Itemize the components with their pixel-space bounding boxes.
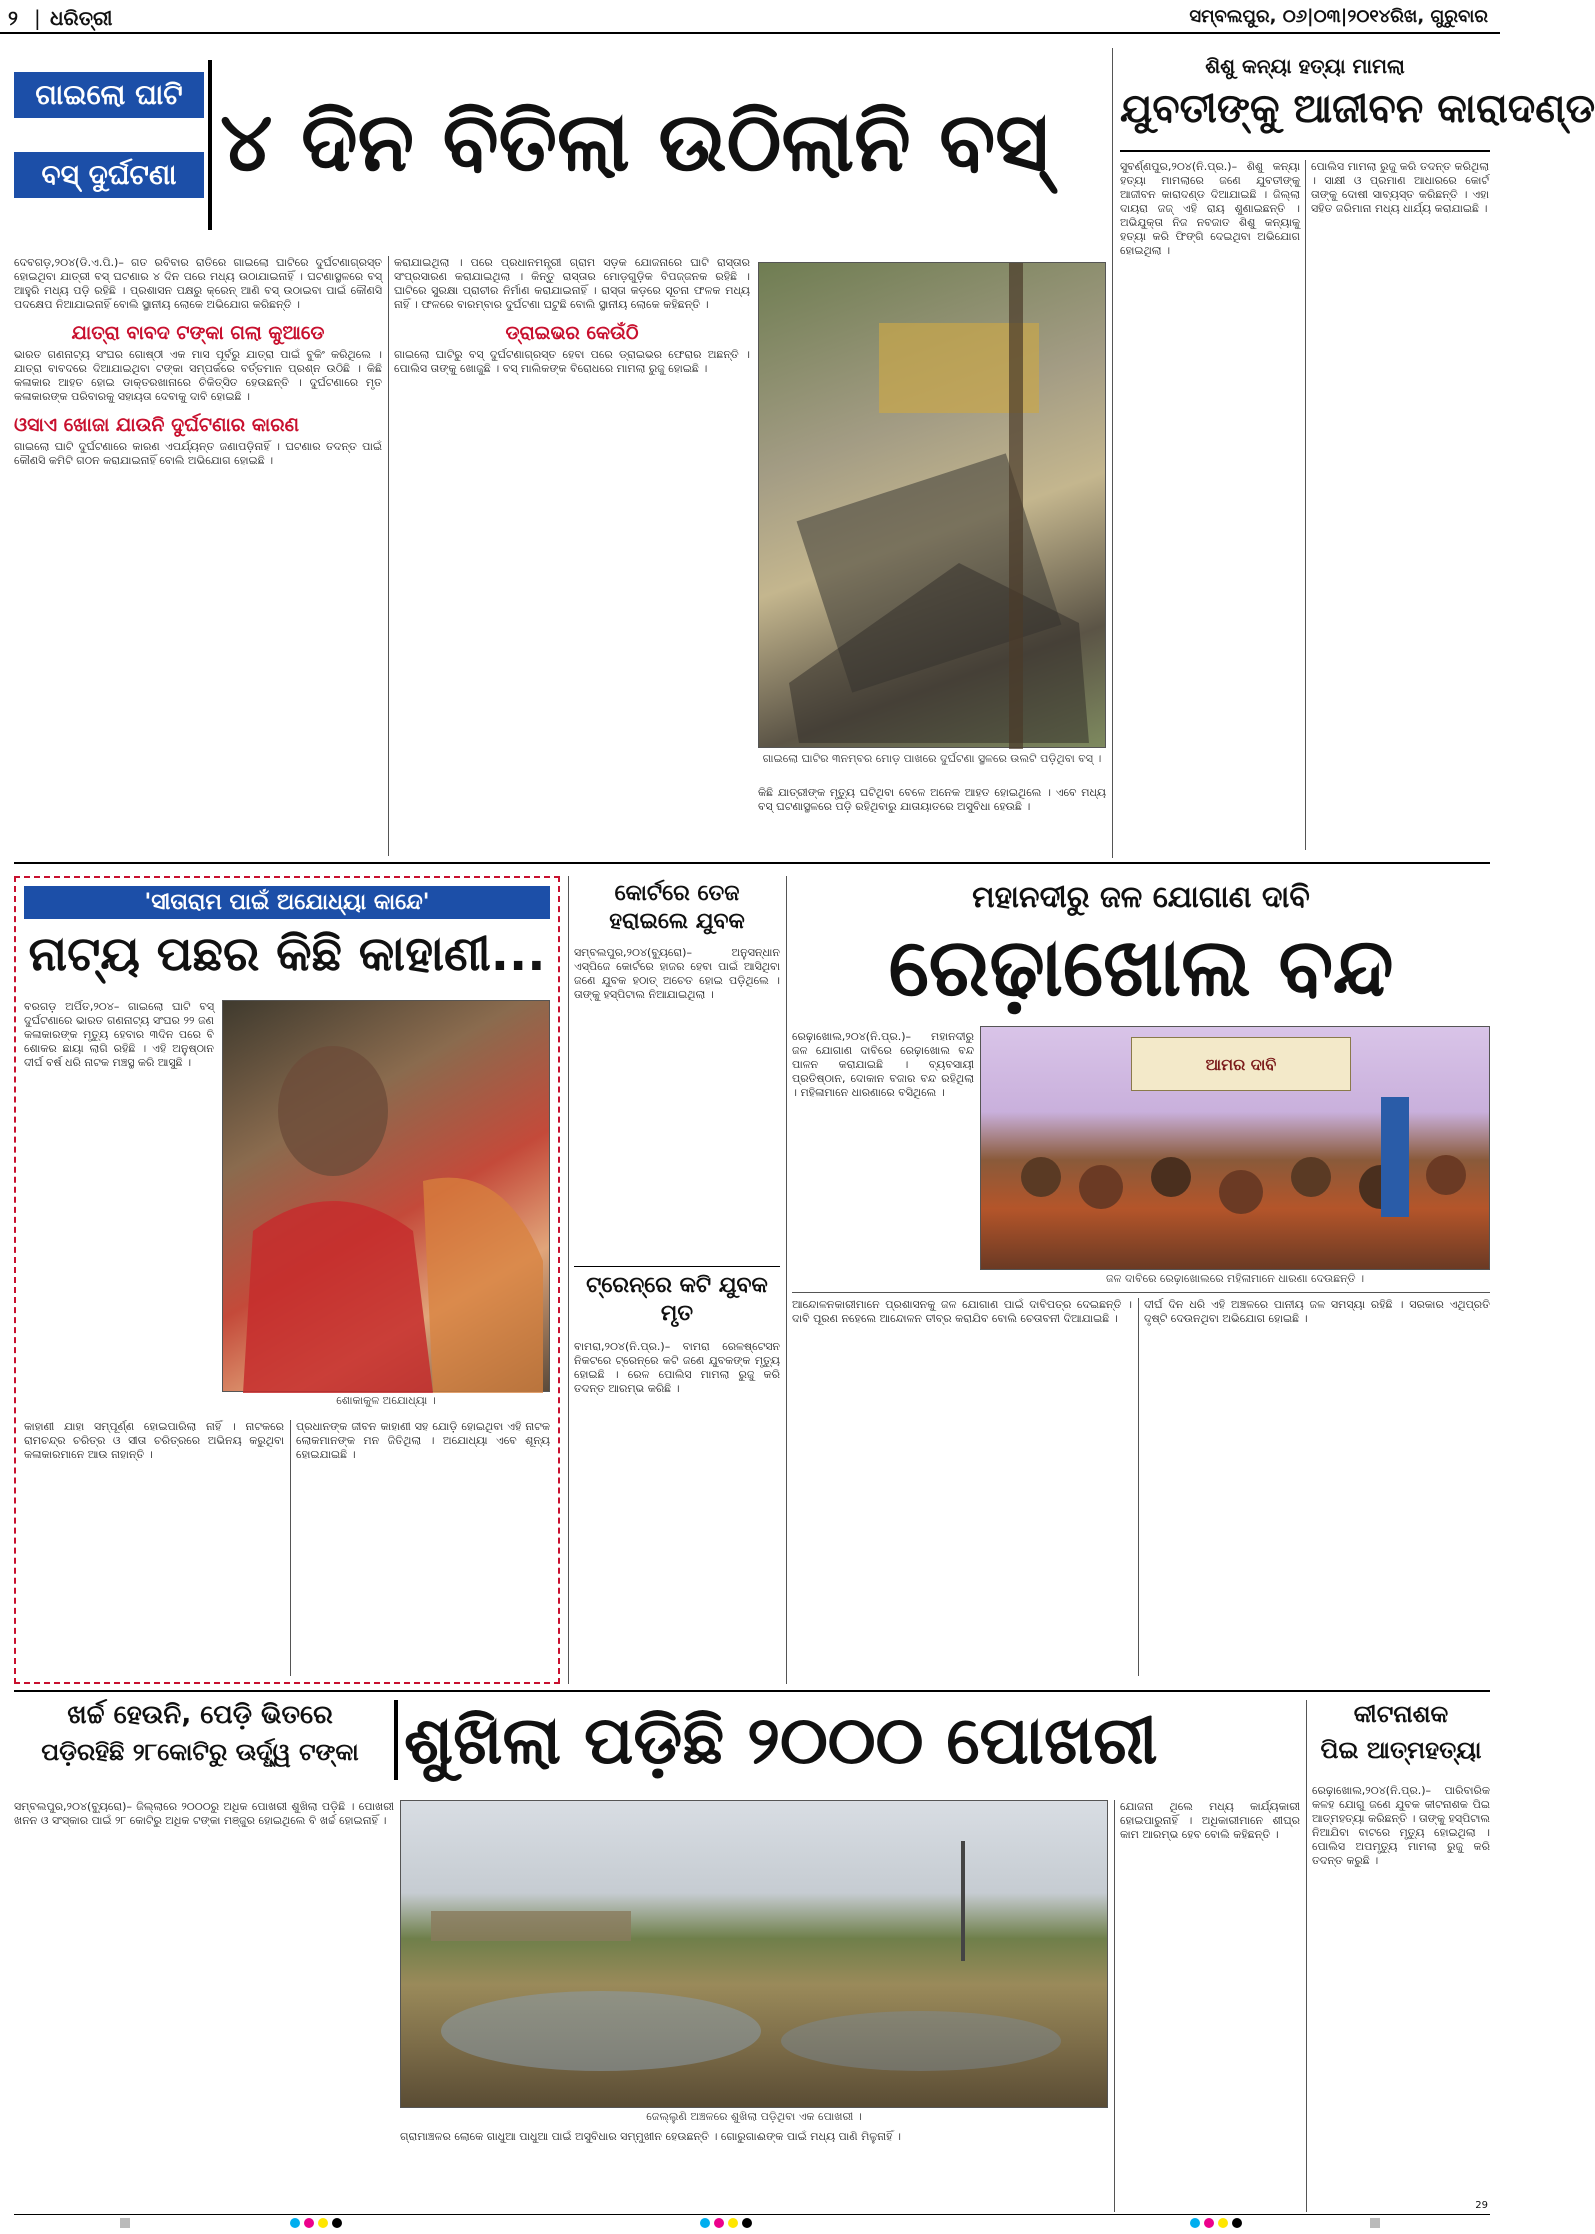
bus-kicker-line2: ବସ୍ ଦୁର୍ଘଟଣା bbox=[14, 152, 204, 198]
water-protest-photo bbox=[980, 1026, 1490, 1270]
brand-name: ଧରିତ୍ରୀ bbox=[50, 6, 113, 30]
bus-subhead-2: ଓସାଏ ଖୋଜା ଯାଉନି ଦୁର୍ଘଟଣାର କାରଣ bbox=[14, 414, 299, 436]
suicide-body: ରେଢ଼ାଖୋଲ,୨୦୪(ନି.ପ୍ର.)– ପାରିବାରିକ କଳହ ଯୋଗୁ ଜଣେ ଯୁବକ କୀଟନାଶକ ପିଇ ଆତ୍ମହତ୍ୟା କରିଛନ୍ତି । ତାଙ୍କୁ ହସ୍ପିଟାଲ ନିଆଯିବା ବାଟରେ ମୃତ୍ୟୁ ହୋଇଥିଲା । ପୋଲିସ ଅପମୃତ୍ୟୁ ମାମଲା ରୁଜୁ କରି ତଦନ୍ତ କରୁଛି । bbox=[1312, 1784, 1490, 1867]
protest-banner: ଆମର ଦାବି bbox=[1131, 1037, 1351, 1091]
footer-page-number: 29 bbox=[1475, 2200, 1488, 2211]
dateline: ସମ୍ବଲପୁର, ୦୬|୦୩|୨୦୧୪ରିଖ, ଗୁରୁବାର bbox=[1189, 6, 1488, 27]
bus-wreck-illustration bbox=[759, 263, 1107, 749]
sentence-headline: ଯୁବତୀଙ୍କୁ ଆଜୀବନ କାରାଦଣ୍ଡ bbox=[1120, 86, 1595, 132]
protest-crowd-illustration bbox=[981, 1027, 1491, 1271]
bus-subhead-3: ଡ୍ରାଇଭର କେଉଁଠି bbox=[505, 322, 639, 344]
ponds-kicker-line2: ପଡ଼ିରହିଛି ୨୮କୋଟିରୁ ଊର୍ଦ୍ଧ୍ୱ ଟଙ୍କା bbox=[41, 1738, 359, 1766]
ponds-headline: ଶୁଖିଲା ପଡ଼ିଛି ୨୦୦୦ ପୋଖରୀ bbox=[404, 1702, 1158, 1779]
drama-body-bottom1: କାହାଣୀ ଯାହା ସମ୍ପୂର୍ଣ୍ଣ ହୋଇପାରିଲା ନାହିଁ । ନାଟକରେ ରାମଚନ୍ଦ୍ର ଚରିତ୍ର ଓ ସୀତା ଚରିତ୍ରରେ ଅଭିନୟ କରୁଥିବା କଳାକାରମାନେ ଆଉ ନାହାନ୍ତି । bbox=[24, 1420, 284, 1461]
drama-body-bottom2: ପ୍ରଧାନଙ୍କ ଜୀବନ କାହାଣୀ ସହ ଯୋଡ଼ି ହୋଇଥିବା ଏହି ନାଟକ ଲୋକମାନଙ୍କ ମନ ଜିତିଥିଲା । ଅଯୋଧ୍ୟା ଏବେ ଶୂନ୍ୟ ହୋଇଯାଇଛି । bbox=[296, 1420, 550, 1461]
water-kicker: ମହାନଦୀରୁ ଜଳ ଯୋଗାଣ ଦାବି bbox=[972, 880, 1310, 915]
suicide-headline-line2: ପିଇ ଆତ୍ମହତ୍ୟା bbox=[1320, 1736, 1482, 1764]
water-body-b: ଆନ୍ଦୋଳନକାରୀମାନେ ପ୍ରଶାସନକୁ ଜଳ ଯୋଗାଣ ପାଇଁ ଦାବିପତ୍ର ଦେଇଛନ୍ତି । ଦାବି ପୂରଣ ନହେଲେ ଆନ୍ଦୋଳନ ତୀବ୍ର କରାଯିବ ବୋଲି ଚେତାବନୀ ଦିଆଯାଇଛି । bbox=[792, 1298, 1132, 1325]
court-headline: କୋର୍ଟରେ ତେଜ ହରାଇଲେ ଯୁବକ bbox=[609, 881, 745, 934]
dry-pond-photo bbox=[400, 1800, 1108, 2108]
dry-pond-illustration bbox=[401, 1801, 1109, 2109]
page-number-top: ୨ bbox=[8, 6, 18, 30]
masthead: ୨ | ଧରିତ୍ରୀ ସମ୍ବଲପୁର, ୦୬|୦୩|୨୦୧୪ରିଖ, ଗୁରୁବାର bbox=[0, 0, 1500, 34]
bus-wreck-photo bbox=[758, 262, 1106, 748]
sentence-kicker: ଶିଶୁ କନ୍ୟା ହତ୍ୟା ମାମଲା bbox=[1205, 54, 1405, 78]
bus-kicker-line1: ଗାଇଲୋ ଘାଟି bbox=[14, 72, 204, 118]
drama-headline: ନାଟ୍ୟ ପଛର କିଛି କାହାଣୀ... bbox=[28, 926, 546, 982]
ponds-body-c: ଯୋଜନା ଥିଲେ ମଧ୍ୟ କାର୍ଯ୍ୟକାରୀ ହୋଇପାରୁନାହିଁ । ଅଧିକାରୀମାନେ ଶୀଘ୍ର କାମ ଆରମ୍ଭ ହେବ ବୋଲି କହିଛନ୍ତି । bbox=[1120, 1800, 1300, 1841]
ponds-kicker-line1: ଖର୍ଚ୍ଚ ହେଉନି, ପେଡ଼ି ଭିତରେ bbox=[67, 1700, 333, 1730]
footer-rule bbox=[14, 2214, 1490, 2215]
suicide-headline-line1: କୀଟନାଶକ bbox=[1353, 1700, 1449, 1728]
bus-body-under-photo: କିଛି ଯାତ୍ରୀଙ୍କ ମୃତ୍ୟୁ ଘଟିଥିବା ବେଳେ ଅନେକ ଆହତ ହୋଇଥିଲେ । ଏବେ ମଧ୍ୟ ବସ୍ ଘଟଣାସ୍ଥଳରେ ପଡ଼ି ରହିଥିବାରୁ ଯାତାୟାତରେ ଅସୁବିଧା ହେଉଛି । bbox=[758, 786, 1106, 813]
grieving-woman-illustration bbox=[223, 1001, 551, 1393]
bus-body-col2: କରାଯାଇଥିଲା । ପରେ ପ୍ରଧାନମନ୍ତ୍ରୀ ଗ୍ରାମ ସଡ଼କ ଯୋଜନାରେ ଘାଟି ରାସ୍ତାର ସଂପ୍ରସାରଣ କରାଯାଇଥିଲା । କିନ୍ତୁ ରାସ୍ତାର ମୋଡ଼ଗୁଡ଼ିକ ବିପଜ୍ଜନକ ରହିଛି । ଘାଟିରେ ସୁରକ୍ଷା ପ୍ରାଚୀର ନିର୍ମାଣ କରାଯାଇନାହିଁ । ରାସ୍ତା କଡ଼ରେ ସୂଚନା ଫଳକ ମଧ୍ୟ ନାହିଁ । ଫଳରେ ବାରମ୍ବାର ଦୁର୍ଘଟଣା ଘଟୁଛି ବୋଲି ସ୍ଥାନୀୟ ଲୋକେ କହିଛନ୍ତି । ଡ୍ରାଇଭର କେଉଁଠି ଗାଇଲୋ ଘାଟିରୁ ବସ୍ ଦୁର୍ଘଟଣାଗ୍ରସ୍ତ ହେବା ପରେ ଡ୍ରାଇଭର ଫେରାର ଅଛନ୍ତି । ପୋଲିସ ତାଙ୍କୁ ଖୋଜୁଛି । ବସ୍ ମାଲିକଙ୍କ ବିରୋଧରେ ମାମଲା ରୁଜୁ ହୋଇଛି । bbox=[394, 256, 750, 375]
drama-body-left: ବରଗଡ଼ ଅର୍ପିତ,୨୦୪– ଗାଇଲୋ ଘାଟି ବସ୍ ଦୁର୍ଘଟଣାରେ ଭାରତ ଗଣନାଟ୍ୟ ସଂଘର ୨୨ ଜଣ କଳାକାରଙ୍କ ମୃତ୍ୟୁ ହେବାର ୩ଦିନ ପରେ ବି ଶୋକର ଛାୟା ଲାଗି ରହିଛି । ଏହି ଅନୁଷ୍ଠାନ ଦୀର୍ଘ ବର୍ଷ ଧରି ନାଟକ ମଞ୍ଚସ୍ଥ କରି ଆସୁଛି । bbox=[24, 1000, 214, 1069]
water-body-a: ରେଢ଼ାଖୋଲ,୨୦୪(ନି.ପ୍ର.)– ମହାନଦୀରୁ ଜଳ ଯୋଗାଣ ଦାବିରେ ରେଢ଼ାଖୋଲ ବନ୍ଦ ପାଳନ କରାଯାଇଛି । ବ୍ୟବସାୟୀ ପ୍ରତିଷ୍ଠାନ, ଦୋକାନ ବଜାର ବନ୍ଦ ରହିଥିଲା । ମହିଳାମାନେ ଧାରଣାରେ ବସିଥିଲେ । bbox=[792, 1030, 974, 1099]
train-headline: ଟ୍ରେନ୍‌ରେ କଟି ଯୁବକ ମୃତ bbox=[586, 1273, 768, 1326]
water-photo-caption: ଜଳ ଦାବିରେ ରେଢ଼ାଖୋଲରେ ମହିଳାମାନେ ଧାରଣା ଦେଉଛନ୍ତି । bbox=[1105, 1272, 1365, 1285]
sentence-body-col1: ସୁବର୍ଣ୍ଣପୁର,୨୦୪(ନି.ପ୍ର.)– ଶିଶୁ କନ୍ୟା ହତ୍ୟା ମାମଲାରେ ଜଣେ ଯୁବତୀଙ୍କୁ ଆଜୀବନ କାରାଦଣ୍ଡ ଦିଆଯାଇଛି । ଜିଲ୍ଲା ଦାୟରା ଜଜ୍ ଏହି ରାୟ ଶୁଣାଇଛନ୍ତି । ଅଭିଯୁକ୍ତା ନିଜ ନବଜାତ ଶିଶୁ କନ୍ୟାକୁ ହତ୍ୟା କରି ଫିଙ୍ଗି ଦେଇଥିବା ଅଭିଯୋଗ ହୋଇଥିଲା । bbox=[1120, 160, 1300, 257]
drama-grieving-photo bbox=[222, 1000, 550, 1392]
bus-subhead-1: ଯାତ୍ରା ବାବଦ ଟଙ୍କା ଗଲା କୁଆଡେ bbox=[71, 322, 325, 344]
bus-body-col1: ଦେବଗଡ଼,୨୦୪(ଡି.ଏ.ପି.)– ଗତ ରବିବାର ରାତିରେ ଗାଇଲୋ ଘାଟିରେ ଦୁର୍ଘଟଣାଗ୍ରସ୍ତ ହୋଇଥିବା ଯାତ୍ରୀ ବସ୍ ଘଟଣାର ୪ ଦିନ ପରେ ମଧ୍ୟ ଉଠାଯାଇନାହିଁ । ଘଟଣାସ୍ଥଳରେ ବସ୍ ଆହୁରି ମଧ୍ୟ ପଡ଼ି ରହିଛି । ପ୍ରଶାସନ ପକ୍ଷରୁ କ୍ରେନ୍ ଆଣି ବସ୍ ଉଠାଇବା ପାଇଁ କୌଣସି ପଦକ୍ଷେପ ନିଆଯାଇନାହିଁ ବୋଲି ସ୍ଥାନୀୟ ଲୋକେ ଅଭିଯୋଗ କରିଛନ୍ତି । ଯାତ୍ରା ବାବଦ ଟଙ୍କା ଗଲା କୁଆଡେ ଭାରତ ଗଣନାଟ୍ୟ ସଂଘର ଗୋଷ୍ଠୀ ଏକ ମାସ ପୂର୍ବରୁ ଯାତ୍ରା ପାଇଁ ବୁକିଂ କରିଥିଲେ । ଯାତ୍ରା ବାବଦରେ ଦିଆଯାଇଥିବା ଟଙ୍କା ସମ୍ପର୍କରେ ବର୍ତ୍ତମାନ ପ୍ରଶ୍ନ ଉଠିଛି । କିଛି କଳାକାର ଆହତ ହୋଇ ଡାକ୍ତରଖାନାରେ ଚିକିତ୍ସିତ ହେଉଛନ୍ତି । ଦୁର୍ଘଟଣାରେ ମୃତ କଳାକାରଙ୍କ ପରିବାରକୁ ସହାୟତା ଦେବାକୁ ଦାବି ହୋଇଛି । ଓସାଏ ଖୋଜା ଯାଉନି ଦୁର୍ଘଟଣାର କାରଣ ଗାଇଲୋ ଘାଟି ଦୁର୍ଘଟଣାରେ କାରଣ ଏପର୍ଯ୍ୟନ୍ତ ଜଣାପଡ଼ିନାହିଁ । ଘଟଣାର ତଦନ୍ତ ପାଇଁ କୌଣସି କମିଟି ଗଠନ କରାଯାଇନାହିଁ ବୋଲି ଅଭିଯୋଗ ହୋଇଛି । bbox=[14, 256, 382, 467]
drama-kicker: 'ସୀତାରାମ ପାଇଁ ଅଯୋଧ୍ୟା କାନ୍ଦେ' bbox=[24, 886, 550, 919]
bus-kicker-box bbox=[14, 52, 204, 230]
bus-photo-caption: ଗାଇଲୋ ଘାଟିର ୩ନମ୍ବର ମୋଡ଼ ପାଖରେ ଦୁର୍ଘଟଣା ସ୍ଥଳରେ ଉଲଟି ପଡ଼ିଥିବା ବସ୍ । bbox=[762, 752, 1102, 765]
pond-photo-caption: ଜେଲ୍ଲୁଣି ଅଞ୍ଚଳରେ ଶୁଖିଲା ପଡ଼ିଥିବା ଏକ ପୋଖରୀ । bbox=[646, 2110, 862, 2123]
bus-headline: ୪ ଦିନ ବିତିଲା ଉଠିଲାନି ବସ୍ bbox=[220, 95, 1049, 190]
train-body: ବାମରା,୨୦୪(ନି.ପ୍ର.)– ବାମରା ରେଳଷ୍ଟେସନ ନିକଟରେ ଟ୍ରେନ୍‌ରେ କଟି ଜଣେ ଯୁବକଙ୍କ ମୃତ୍ୟୁ ହୋଇଛି । ରେଳ ପୋଲିସ ମାମଲା ରୁଜୁ କରି ତଦନ୍ତ ଆରମ୍ଭ କରିଛି । bbox=[574, 1340, 780, 1395]
water-body-c: ଦୀର୍ଘ ଦିନ ଧରି ଏହି ଅଞ୍ଚଳରେ ପାନୀୟ ଜଳ ସମସ୍ୟା ରହିଛି । ସରକାର ଏଥିପ୍ରତି ଦୃଷ୍ଟି ଦେଉନଥିବା ଅଭିଯୋଗ ହୋଇଛି । bbox=[1144, 1298, 1490, 1325]
sentence-body-col2: ପୋଲିସ ମାମଲା ରୁଜୁ କରି ତଦନ୍ତ କରିଥିଲା । ସାକ୍ଷୀ ଓ ପ୍ରମାଣ ଆଧାରରେ କୋର୍ଟ ତାଙ୍କୁ ଦୋଷୀ ସାବ୍ୟସ୍ତ କରିଛନ୍ତି । ଏହା ସହିତ ଜରିମାନା ମଧ୍ୟ ଧାର୍ଯ୍ୟ କରାଯାଇଛି । bbox=[1311, 160, 1489, 215]
drama-photo-caption: ଶୋକାକୁଳ ଅଯୋଧ୍ୟା । bbox=[336, 1394, 436, 1407]
court-body: ସମ୍ବଲପୁର,୨୦୪(ବ୍ୟୁରୋ)– ଅନୁସନ୍ଧାନ ଏସ୍ପିଜେ କୋର୍ଟରେ ହାଜର ହେବା ପାଇଁ ଆସିଥିବା ଜଣେ ଯୁବକ ହଠାତ୍ ଅଚେତ ହୋଇ ପଡ଼ିଥିଲେ । ତାଙ୍କୁ ହସ୍ପିଟାଲ ନିଆଯାଇଥିଲା । bbox=[574, 946, 780, 1001]
registration-marks bbox=[0, 2218, 1500, 2232]
ponds-body-b: ଗ୍ରାମାଞ୍ଚଳର ଲୋକେ ଗାଧୁଆ ପାଧୁଆ ପାଇଁ ଅସୁବିଧାର ସମ୍ମୁଖୀନ ହେଉଛନ୍ତି । ଗୋରୁଗାଈଙ୍କ ପାଇଁ ମଧ୍ୟ ପାଣି ମିଳୁନାହିଁ । bbox=[400, 2130, 901, 2143]
ponds-body-a: ସମ୍ବଲପୁର,୨୦୪(ବ୍ୟୁରୋ)– ଜିଲ୍ଲାରେ ୨୦୦୦ରୁ ଅଧିକ ପୋଖରୀ ଶୁଖିଲା ପଡ଼ିଛି । ପୋଖରୀ ଖନନ ଓ ସଂସ୍କାର ପାଇଁ ୨୮ କୋଟିରୁ ଅଧିକ ଟଙ୍କା ମଞ୍ଜୁର ହୋଇଥିଲେ ବି ଖର୍ଚ୍ଚ ହୋଇନାହିଁ । bbox=[14, 1800, 394, 1827]
water-headline: ରେଢ଼ାଖୋଲ ବନ୍ଦ bbox=[888, 921, 1394, 1014]
